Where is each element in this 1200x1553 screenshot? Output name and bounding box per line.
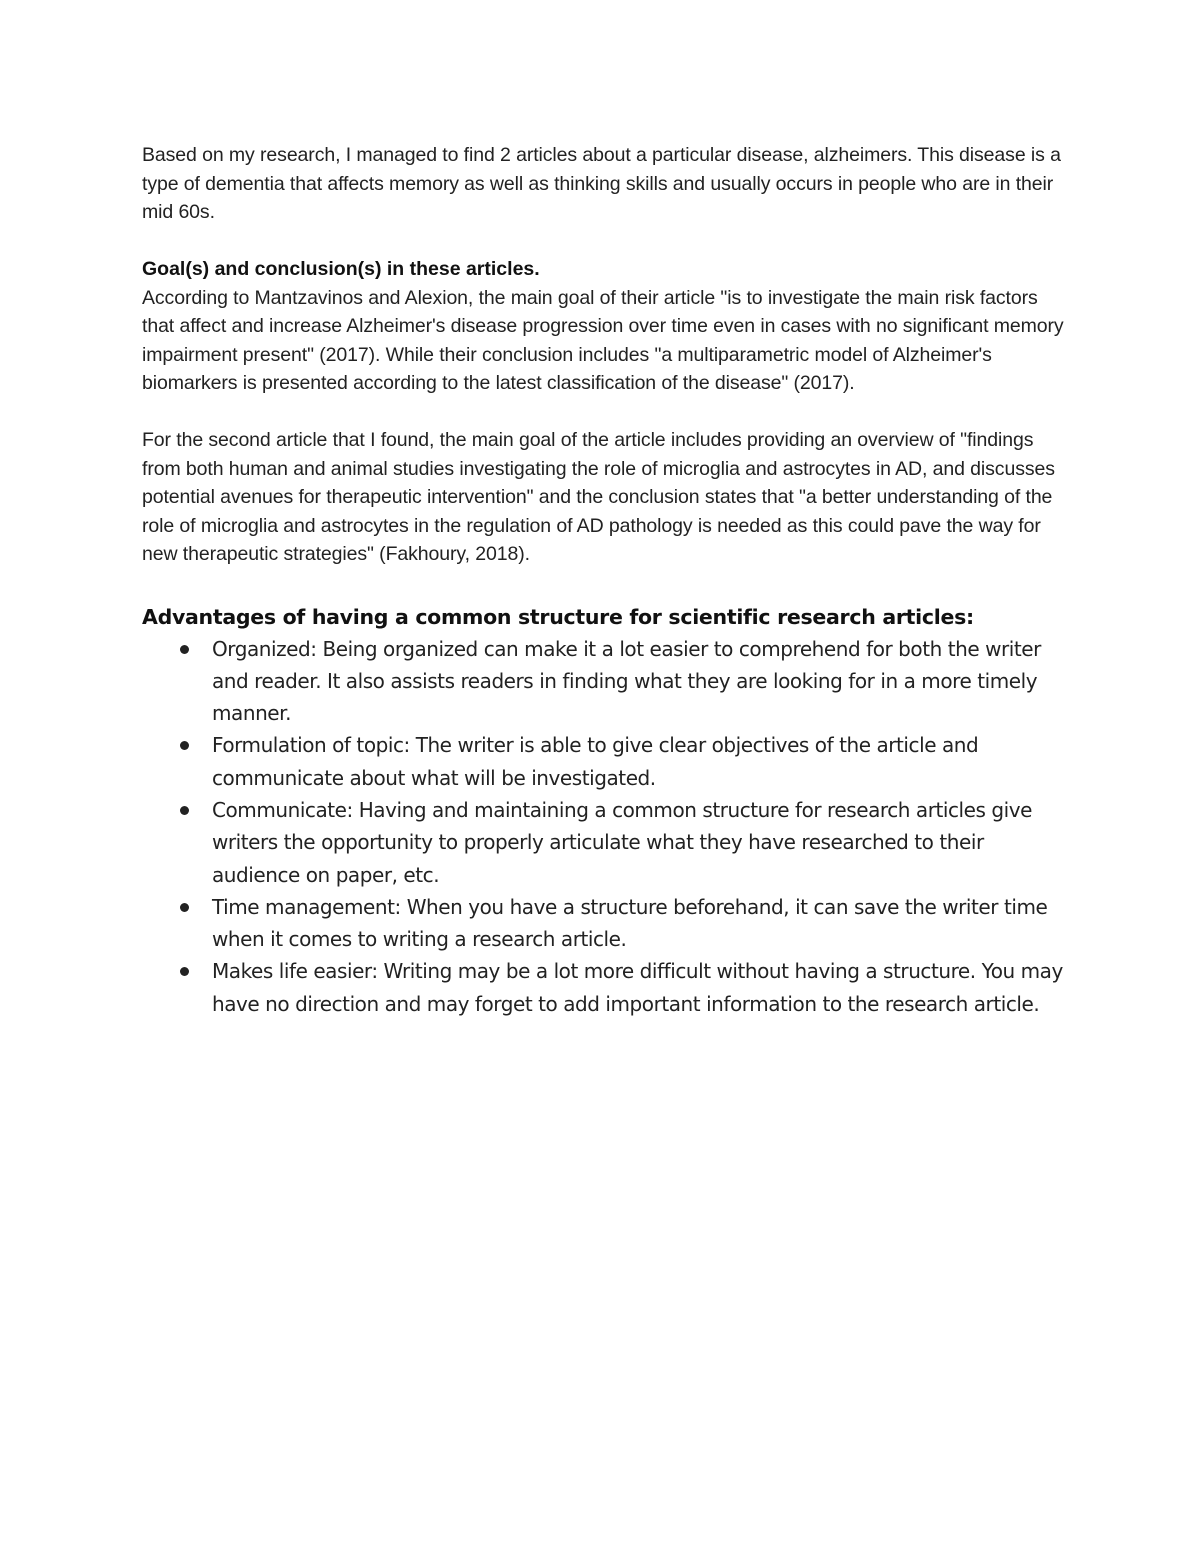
- bullet-dot-icon: [180, 806, 189, 815]
- bullet-dot-icon: [180, 741, 189, 750]
- list-item: [142, 794, 1072, 891]
- list-item-text: Organized: Being organized can make it a lot easier to comprehend for both the writer and reader. It also assists readers in finding what they are looking for in a more timely manner.: [212, 636, 1041, 726]
- section-spacer: [142, 569, 1072, 601]
- list-item: [142, 633, 1072, 730]
- bullet-dot-icon: [180, 967, 189, 976]
- goals-paragraph-second-article: For the second article that I found, the main goal of the article includes providing an overview of "findings from both human and animal studies investigating the role of microglia and astrocytes in AD, and discusses potential avenues for therapeutic intervention" and the conclusion states that "a better understanding of the role of microglia and astrocytes in the regulation of AD pathology is needed as this could pave the way for new therapeutic strategies" (Fakhoury, 2018).: [142, 429, 1055, 565]
- section-heading-advantages: Advantages of having a common structure for scientific research articles:: [142, 604, 974, 629]
- list-item-text: Communicate: Having and maintaining a common structure for research articles give writers the opportunity to properly articulate what they have researched to their audience on paper, etc.: [212, 797, 1032, 887]
- list-item: [142, 891, 1072, 956]
- bullet-dot-icon: [180, 903, 189, 912]
- goals-paragraph-first-article: According to Mantzavinos and Alexion, the main goal of their article "is to investigate the main risk factors that affect and increase Alzheimer's disease progression over time even in cases with no significant memory impairment present" (2017). While their conclusion includes "a multiparametric model of Alzheimer's biomarkers is presented according to the latest classification of the disease" (2017).: [142, 286, 1064, 394]
- paragraph-spacer: [142, 398, 1072, 427]
- list-item: [142, 955, 1072, 1020]
- paragraph-spacer: [142, 227, 1072, 256]
- list-item-text: Time management: When you have a structure beforehand, it can save the writer time when it comes to writing a research article.: [212, 894, 1048, 952]
- document-body: [142, 141, 1072, 1020]
- bullet-dot-icon: [180, 645, 189, 654]
- intro-paragraph: Based on my research, I managed to find 2 articles about a particular disease, alzheimers. This disease is a type of dementia that affects memory as well as thinking skills and usually occurs in people who are in their mid 60s.: [142, 144, 1061, 223]
- advantages-list: [142, 633, 1072, 1021]
- section-heading-goals: Goal(s) and conclusion(s) in these articles.: [142, 258, 540, 280]
- list-item: [142, 729, 1072, 794]
- list-item-text: Makes life easier: Writing may be a lot more difficult without having a structure. You may have no direction and may forget to add important information to the research article.: [212, 959, 1063, 1016]
- list-item-text: Formulation of topic: The writer is able to give clear objectives of the article and communicate about what will be investigated.: [212, 733, 979, 790]
